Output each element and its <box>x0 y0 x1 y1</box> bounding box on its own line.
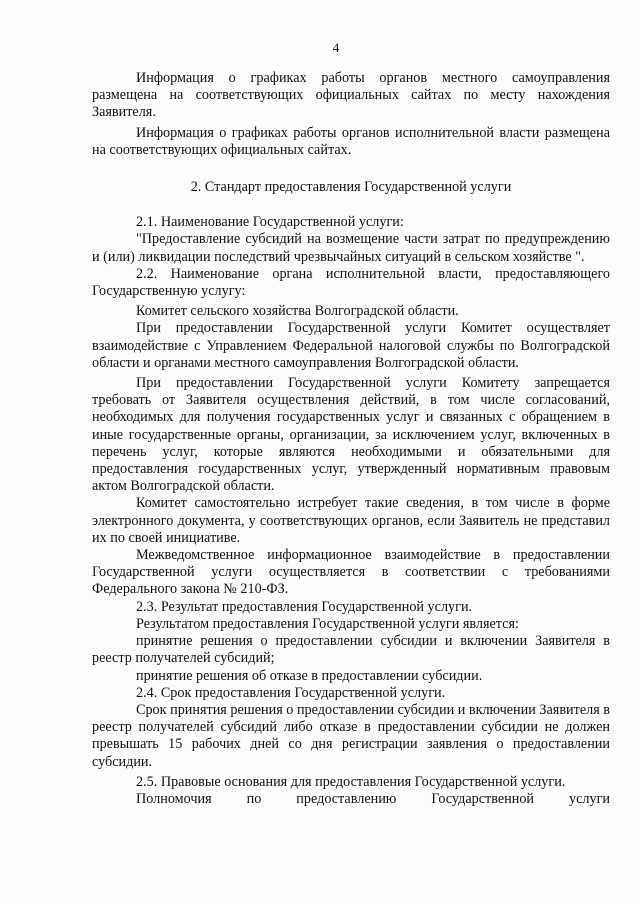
paragraph-service-name: "Предоставление субсидий на возмещение части затрат по предупреждению и (или) ликвидации последствий чрезвычайных ситуаций в сельском хозяйстве ". <box>92 231 610 265</box>
paragraph-local-schedules: Информация о графиках работы органов местного самоуправления размещена на соответствующих официальных сайтах по месту нахождения Заявителя. <box>92 70 610 121</box>
paragraph-deadline: Срок принятия решения о предоставлении субсидии и включении Заявителя в реестр получателей субсидий либо отказе в предоставлении субсидии не должен превышать 15 рабочих дней со дня регистрации заявления о предоставлении субсидии. <box>92 701 610 770</box>
paragraph-self-request: Комитет самостоятельно истребует такие сведения, в том числе в форме электронного документа, у соответствующих органов, если Заявитель не представил их по своей инициативе. <box>92 495 610 546</box>
page-number: 4 <box>332 40 340 55</box>
paragraph-powers: Полномочия по предоставлению Государственной услуги <box>136 790 610 807</box>
paragraph-result-grant: принятие решения о предоставлении субсидии и включении Заявителя в реестр получателей субсидий; <box>92 633 610 667</box>
paragraph-2-5-title: 2.5. Правовые основания для предоставления Государственной услуги. <box>136 773 566 790</box>
paragraph-interdepartmental: Межведомственное информационное взаимодействие в предоставлении Государственной услуги осуществляется в соответствии с требованиями Федерального закона № 210-ФЗ. <box>92 547 610 598</box>
paragraph-2-1-title: 2.1. Наименование Государственной услуги: <box>136 214 404 231</box>
paragraph-result-refusal: принятие решения об отказе в предоставлении субсидии. <box>136 667 483 684</box>
paragraph-result-intro: Результатом предоставления Государственной услуги является: <box>136 615 519 632</box>
paragraph-prohibition: При предоставлении Государственной услуги Комитету запрещается требовать от Заявителя осуществления действий, в том числе согласований, необходимых для получения государственных услуг и связанных с обращением в иные государственные органы, организации, за исключением услуг, включенных в перечень услуг, которые являются необходимыми и обязательными для предоставления государственных услуг, утвержденный нормативным правовым актом Волгоградской области. <box>92 375 610 495</box>
paragraph-interaction: При предоставлении Государственной услуги Комитет осуществляет взаимодействие с Управлением Федеральной налоговой службы по Волгоградской области и органами местного самоуправления Волгоградской области. <box>92 320 610 371</box>
paragraph-2-2-title: 2.2. Наименование органа исполнительной власти, предоставляющего Государственную услугу: <box>92 265 610 300</box>
section-heading: 2. Стандарт предоставления Государственной услуги <box>190 179 512 196</box>
paragraph-2-3-title: 2.3. Результат предоставления Государственной услуги. <box>136 598 473 615</box>
paragraph-executive-schedules: Информация о графиках работы органов исполнительной власти размещена на соответствующих официальных сайтах. <box>92 124 610 158</box>
paragraph-2-4-title: 2.4. Срок предоставления Государственной услуги. <box>136 684 446 701</box>
paragraph-committee-name: Комитет сельского хозяйства Волгоградской области. <box>136 303 459 320</box>
